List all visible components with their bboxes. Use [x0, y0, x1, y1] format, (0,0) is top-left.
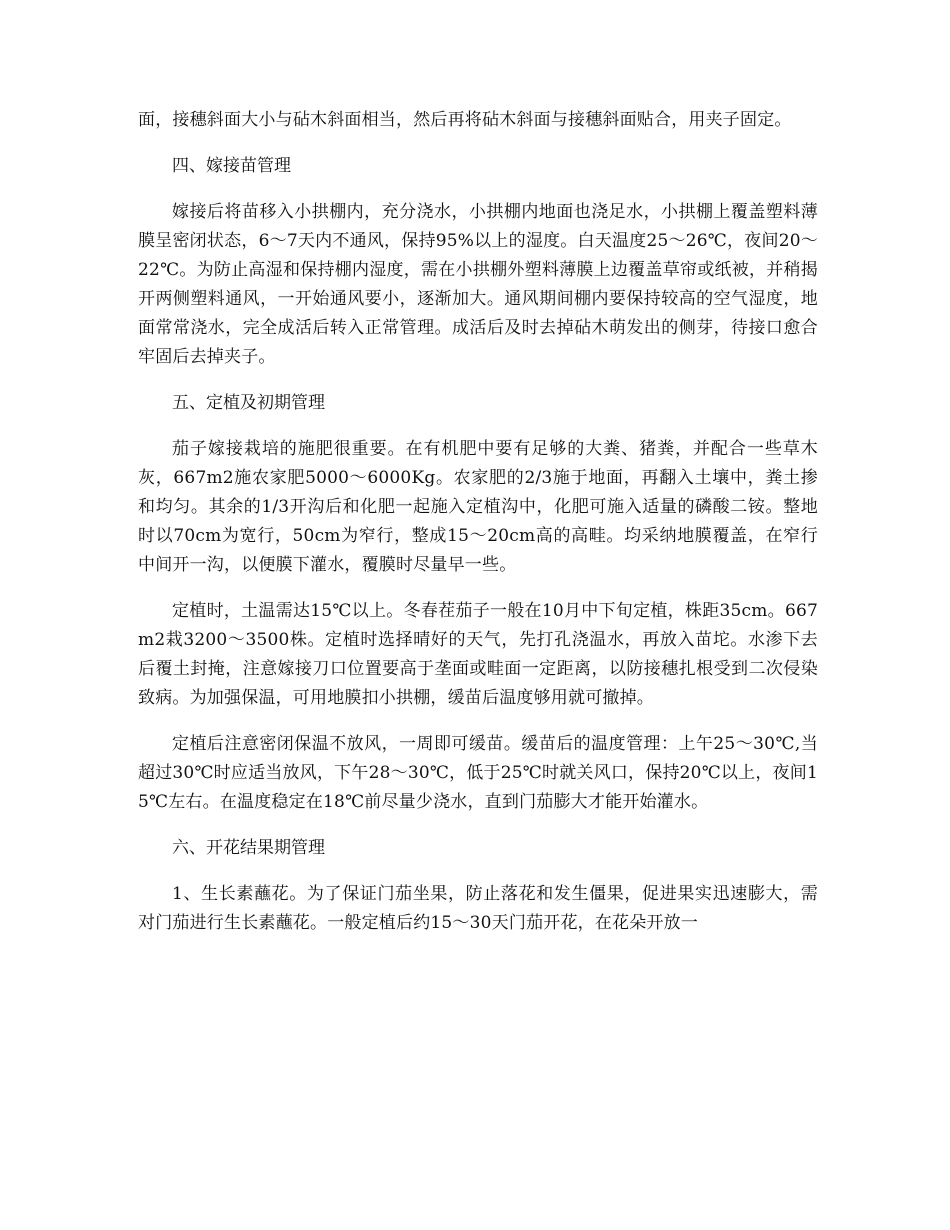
paragraph-planting: 定植时，土温需达15℃以上。冬春茬茄子一般在10月中下旬定植，株距35cm。667m2栽3200～3500株。定植时选择晴好的天气，先打孔浇温水，再放入苗坨。水渗下去后覆土封掩，注意嫁接刀口位置要高于垄面或畦面一定距离，以防接穗扎根受到二次侵染致病。为加强保温，可用地膜扣小拱棚，缓苗后温度够用就可撤掉。: [138, 601, 818, 708]
section-heading-planting-early-management: 五、定植及初期管理: [172, 393, 325, 413]
section-heading-grafted-seedling-management: 四、嫁接苗管理: [172, 156, 291, 176]
section-heading-flowering-fruiting-management: 六、开花结果期管理: [172, 838, 325, 858]
paragraph-continuation: 面，接穗斜面大小与砧木斜面相当，然后再将砧木斜面与接穗斜面贴合，用夹子固定。: [138, 110, 792, 130]
paragraph-growth-hormone-dipping: 1、生长素蘸花。为了保证门茄坐果，防止落花和发生僵果，促进果实迅速膨大，需对门茄进行生长素蘸花。一般定植后约15～30天门茄开花，在花朵开放一: [138, 884, 818, 933]
paragraph-fertilization: 茄子嫁接栽培的施肥很重要。在有机肥中要有足够的大粪、猪粪，并配合一些草木灰，667m2施农家肥5000～6000Kg。农家肥的2/3施于地面，再翻入土壤中，粪土掺和均匀。其余的1/3开沟后和化肥一起施入定植沟中，化肥可施入适量的磷酸二铵。整地时以70cm为宽行，50cm为窄行，整成15～20cm高的高畦。均采纳地膜覆盖，在窄行中间开一沟，以便膜下灌水，覆膜时尽量早一些。: [138, 439, 818, 575]
paragraph-grafted-seedling-care: 嫁接后将苗移入小拱棚内，充分浇水，小拱棚内地面也浇足水，小拱棚上覆盖塑料薄膜呈密闭状态，6～7天内不通风，保持95%以上的湿度。白天温度25～26℃，夜间20～22℃。为防止高湿和保持棚内湿度，需在小拱棚外塑料薄膜上边覆盖草帘或纸被，并稍揭开两侧塑料通风，一开始通风要小，逐渐加大。通风期间棚内要保持较高的空气湿度，地面常常浇水，完全成活后转入正常管理。成活后及时去掉砧木萌发出的侧芽，待接口愈合牢固后去掉夹子。: [138, 202, 818, 367]
document-body: [138, 106, 818, 955]
paragraph-temperature-management: 定植后注意密闭保温不放风，一周即可缓苗。缓苗后的温度管理：上午25～30℃,当超过30℃时应适当放风，下午28～30℃，低于25℃时就关风口，保持20℃以上，夜间15℃左右。在温度稳定在18℃前尽量少浇水，直到门茄膨大才能开始灌水。: [138, 734, 818, 812]
